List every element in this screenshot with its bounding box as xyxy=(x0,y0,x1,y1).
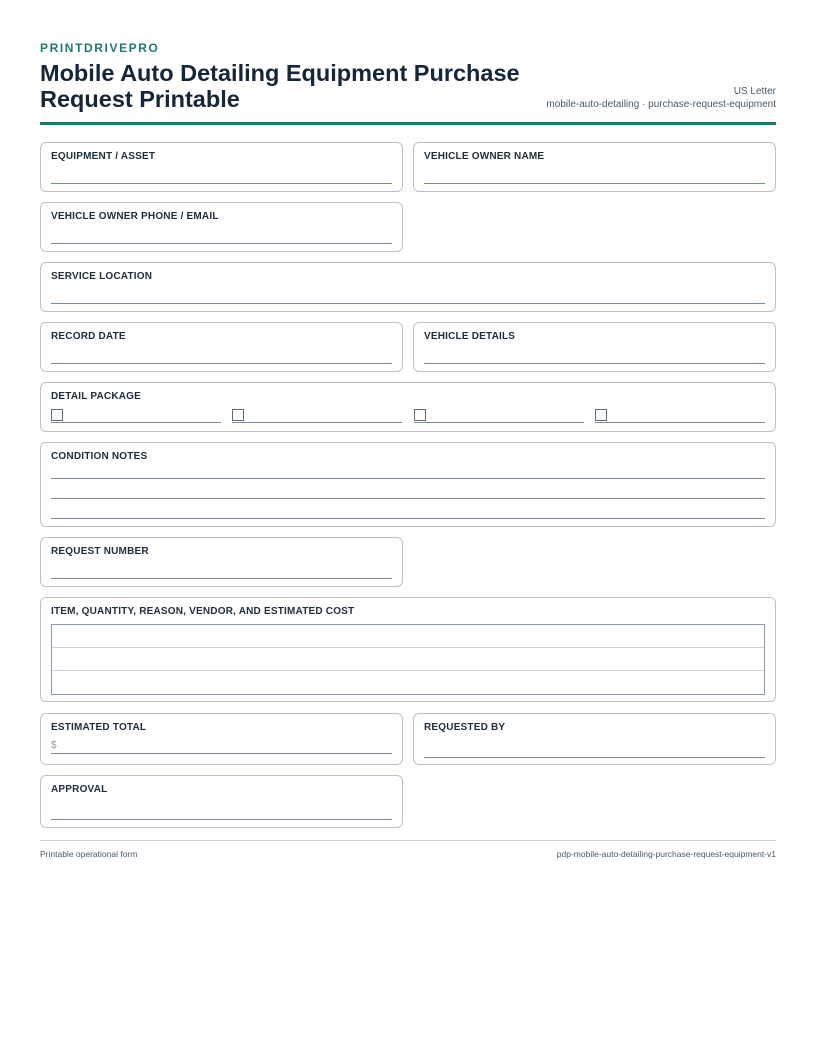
field-equipment-input[interactable] xyxy=(51,183,392,184)
field-items-table xyxy=(40,597,776,702)
currency-symbol: $ xyxy=(51,740,57,751)
detail-package-option-1[interactable] xyxy=(51,409,221,423)
field-vehicle-details-label: VEHICLE DETAILS xyxy=(424,331,516,342)
field-approval xyxy=(40,775,403,828)
detail-package-option-4[interactable] xyxy=(595,409,765,423)
field-approval-label: APPROVAL xyxy=(51,784,108,795)
field-vehicle-details xyxy=(413,322,776,372)
field-estimated-total xyxy=(40,713,403,765)
paper-size: US Letter xyxy=(733,86,776,97)
footer-right-text: pdp-mobile-auto-detailing-purchase-request-equipment-v1 xyxy=(556,849,776,859)
field-service-location-input[interactable] xyxy=(51,303,765,304)
field-equipment xyxy=(40,142,403,192)
field-record-date-label: RECORD DATE xyxy=(51,331,126,342)
field-condition-notes-label: CONDITION NOTES xyxy=(51,451,148,462)
condition-notes-line-2[interactable] xyxy=(51,498,765,499)
checkbox[interactable] xyxy=(414,409,426,421)
field-equipment-label: EQUIPMENT / ASSET xyxy=(51,151,156,162)
field-requested-by-input[interactable] xyxy=(424,757,765,758)
field-requested-by-label: REQUESTED BY xyxy=(424,722,506,733)
items-table xyxy=(51,624,765,695)
field-estimated-total-input[interactable] xyxy=(51,753,392,754)
checkbox[interactable] xyxy=(595,409,607,421)
table-row[interactable] xyxy=(52,648,764,671)
field-items-table-label: ITEM, QUANTITY, REASON, VENDOR, AND ESTIMATED COST xyxy=(51,606,355,617)
field-owner-contact-label: VEHICLE OWNER PHONE / EMAIL xyxy=(51,211,219,222)
field-owner-name-label: VEHICLE OWNER NAME xyxy=(424,151,545,162)
condition-notes-line-1[interactable] xyxy=(51,478,765,479)
field-request-number-input[interactable] xyxy=(51,578,392,579)
field-owner-contact-input[interactable] xyxy=(51,243,392,244)
document-slug: mobile-auto-detailing · purchase-request-equipment xyxy=(546,99,776,110)
field-request-number xyxy=(40,537,403,587)
field-request-number-label: REQUEST NUMBER xyxy=(51,546,149,557)
field-detail-package-label: DETAIL PACKAGE xyxy=(51,391,142,402)
footer-rule xyxy=(40,840,776,841)
table-row[interactable] xyxy=(52,625,764,648)
field-vehicle-details-input[interactable] xyxy=(424,363,765,364)
document-meta xyxy=(546,85,776,111)
checkbox[interactable] xyxy=(51,409,63,421)
field-record-date-input[interactable] xyxy=(51,363,392,364)
table-row[interactable] xyxy=(52,671,764,694)
footer-left-text: Printable operational form xyxy=(40,849,138,859)
field-detail-package xyxy=(40,382,776,432)
field-record-date xyxy=(40,322,403,372)
field-estimated-total-label: ESTIMATED TOTAL xyxy=(51,722,147,733)
field-service-location-label: SERVICE LOCATION xyxy=(51,271,153,282)
brand-name: PRINTDRIVEPRO xyxy=(40,41,160,55)
detail-package-option-3[interactable] xyxy=(414,409,584,423)
header-rule xyxy=(40,122,776,125)
field-owner-name xyxy=(413,142,776,192)
field-owner-contact xyxy=(40,202,403,252)
field-requested-by xyxy=(413,713,776,765)
page-title: Mobile Auto Detailing Equipment Purchase Request Printable xyxy=(40,60,520,112)
field-approval-input[interactable] xyxy=(51,819,392,820)
field-condition-notes xyxy=(40,442,776,527)
field-owner-name-input[interactable] xyxy=(424,183,765,184)
checkbox[interactable] xyxy=(232,409,244,421)
field-service-location xyxy=(40,262,776,312)
detail-package-option-2[interactable] xyxy=(232,409,402,423)
condition-notes-line-3[interactable] xyxy=(51,518,765,519)
